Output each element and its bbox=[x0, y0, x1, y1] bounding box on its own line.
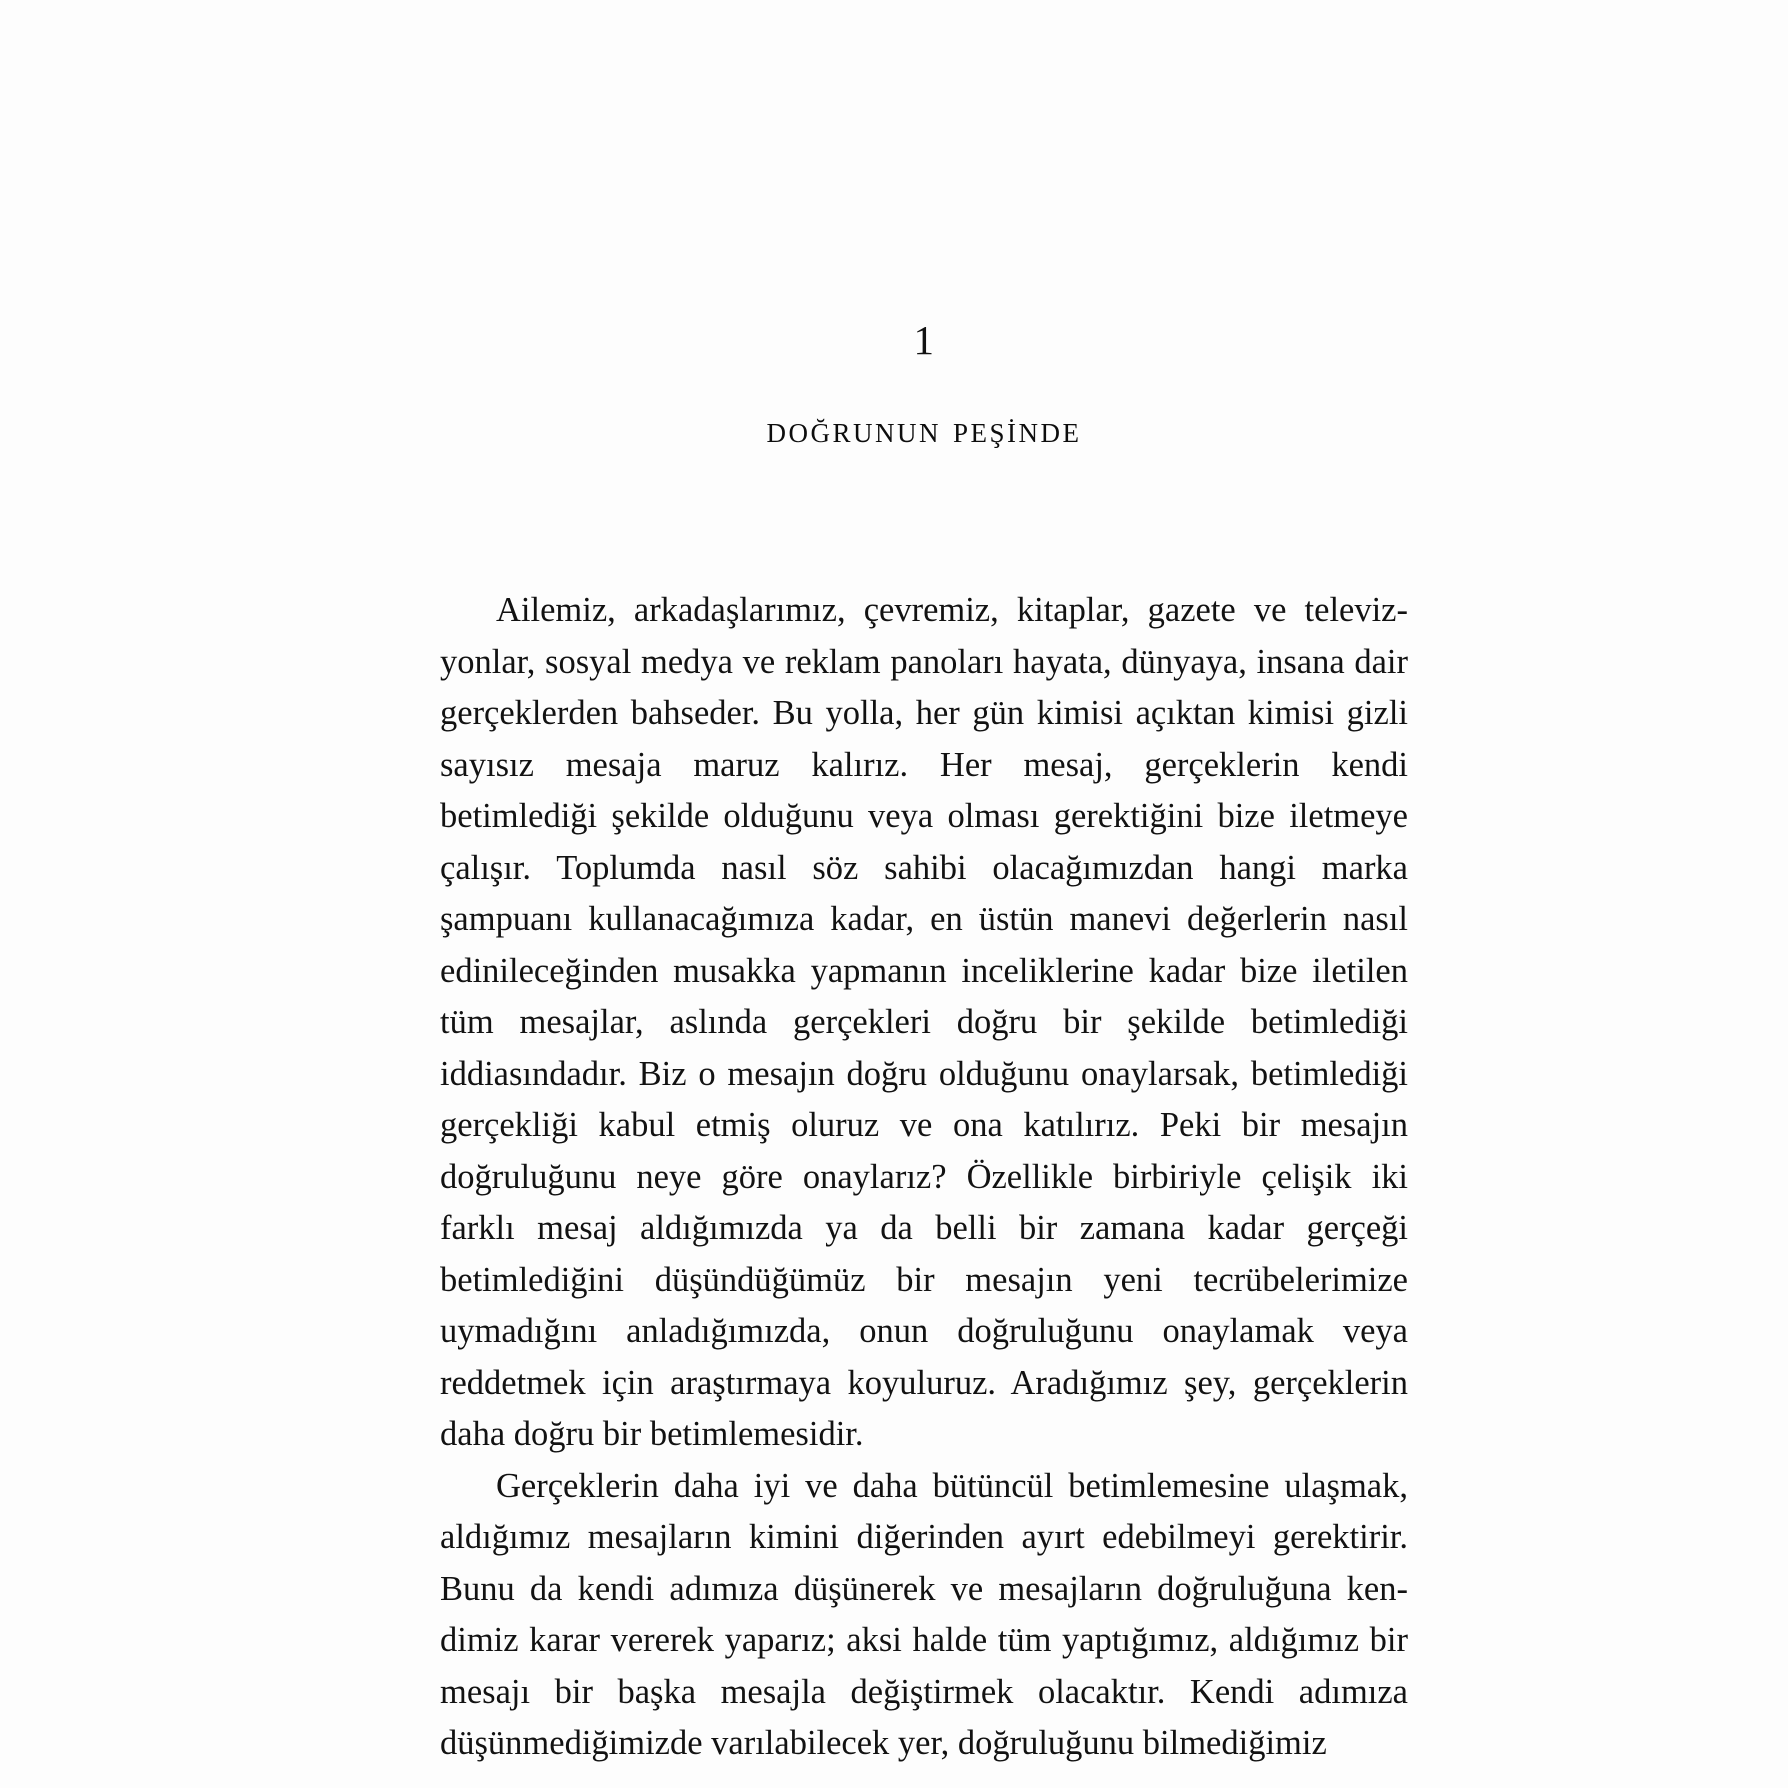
chapter-number: 1 bbox=[913, 317, 935, 363]
body-text bbox=[440, 585, 1408, 1770]
chapter-title: doğrunun peşinde bbox=[766, 409, 1082, 451]
page-content bbox=[440, 317, 1408, 1770]
paragraph: Ailemiz, arkadaşlarımız, çevremiz, kitaplar, gazete ve televizyonlar, sosyal medya ve reklam panoları hayata, dünyaya, insana dair gerçeklerden bahseder. Bu yolla, her gün kimisi açıktan kimisi gizli sayısız mesaja maruz kalırız. Her mesaj, gerçeklerin kendi betimlediği şekilde olduğunu veya olması gerektiğini bize iletmeye çalışır. Toplumda nasıl söz sahibi olacağımızdan hangi marka şampuanı kullanacağımıza kadar, en üstün manevi değerlerin nasıl edinileceğinden musakka yapmanın inceliklerine kadar bize iletilen tüm mesajlar, aslında gerçekleri doğru bir şekilde betimlediği iddiasındadır. Biz o mesajın doğru olduğunu onaylarsak, betimlediği gerçekliği kabul etmiş oluruz ve ona katılırız. Peki bir mesajın doğruluğunu neye göre onaylarız? Özellikle birbiriyle çelişik iki farklı mesaj aldığımızda ya da belli bir zamana kadar gerçeği betimlediğini düşündüğümüz bir mesajın yeni tecrübelerimize uymadığını anladığımızda, onun doğruluğunu onaylamak veya reddetmek için araştırmaya koyuluruz. Aradığımız şey, gerçeklerin daha doğru bir betimlemesidir. bbox=[440, 591, 1408, 1453]
paragraph: Gerçeklerin daha iyi ve daha bütüncül betimlemesine ulaşmak, aldığımız mesajların kimini diğerinden ayırt edebilmeyi gerektirir. Bunu da kendi adımıza düşünerek ve mesajların doğruluğuna kendimiz karar vererek yaparız; aksi halde tüm yaptığımız, aldığımız bir mesajı bir başka mesajla değiştirmek olacaktır. Kendi adımıza düşünmediğimizde varılabilecek yer, doğruluğunu bilmediğimiz bbox=[440, 1466, 1408, 1762]
